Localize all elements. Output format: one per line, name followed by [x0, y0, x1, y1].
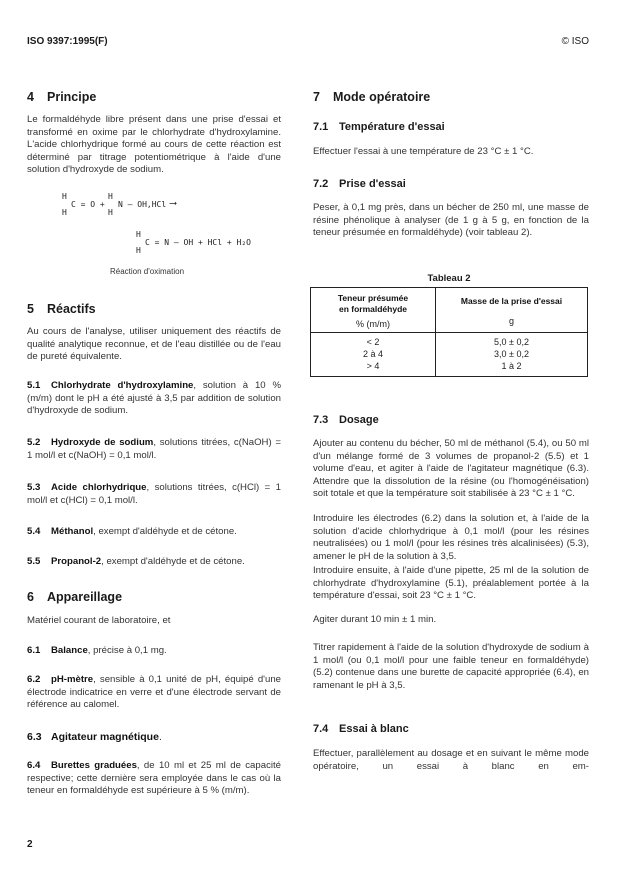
- section-7-3-para-5: Titrer rapidement à l'aide de la solution d'hydroxyde de sodium à 1 mol/l (ou 0,1 mol/l pour une faible teneur en formaldéhyde) (5.2) contenue dans une burette de capacité appropriée (6.4), en ramenant le pH à 3,5.: [313, 642, 589, 691]
- section-7-3-para-1: Ajouter au contenu du bécher, 50 ml de méthanol (5.4), ou 50 ml d'un mélange formé de 3 volumes de propanol-2 (5.5) et 1 volume d'eau, et agiter à l'aide de l'agitateur magnétique (6.3). Attendre que la dissolution de la résine (ou l'homogénéisation) soit totale et que la température soit stabilisée à 23 °C ± 1 °C.: [313, 438, 589, 500]
- section-4-text: Le formaldéhyde libre présent dans une prise d'essai et transformé en oxime par le chlorhydrate d'hydroxylamine. L'acide chlorhydrique formé au cours de cette réaction est déterminé par titrage potentiométrique à l'aide d'une solution d'hydroxyde de sodium.: [27, 114, 281, 176]
- section-7-1-heading: 7.1 Température d'essai: [313, 121, 445, 133]
- section-5-heading: 5 Réactifs: [27, 302, 96, 316]
- section-7-4-text: Effectuer, parallèlement au dosage et en suivant le même mode opératoire, un essai à blanc en em-: [313, 748, 589, 772]
- section-7-heading: 7 Mode opératoire: [313, 90, 431, 104]
- section-7-3-heading: 7.3 Dosage: [313, 414, 379, 426]
- section-6-heading: 6 Appareillage: [27, 590, 123, 604]
- item-5-3: 5.3 Acide chlorhydrique, solutions titrées, c(HCl) = 1 mol/l et c(HCl) = 0,1 mol/l.: [27, 482, 281, 506]
- section-7-3-para-2: Introduire les électrodes (6.2) dans la solution et, à l'aide de la solution d'acide chlorhydrique à 0,1 mol/l (pour les résines neutralisées) ou 1 mol/l (pour les résines très alcalinisées) (5.3), amener le pH de la solution à 3,5.: [313, 513, 589, 562]
- section-7-1-text: Effectuer l'essai à une température de 23 °C ± 1 °C.: [313, 146, 534, 157]
- table-row: 2 à 4 3,0 ± 0,2: [311, 347, 588, 359]
- table-header-col1: Teneur présumée en formaldéhyde % (m/m): [311, 288, 436, 333]
- formula-caption: Réaction d'oximation: [110, 267, 185, 276]
- oximation-formula: H H C = O + H H N — OH,HCl ⟶ H H C = N — OH + HCl + H₂O: [62, 192, 251, 255]
- item-6-1: 6.1 Balance, précise à 0,1 mg.: [27, 645, 167, 656]
- copyright: © ISO: [561, 36, 589, 47]
- table-caption: Tableau 2: [427, 273, 471, 284]
- section-7-4-heading: 7.4 Essai à blanc: [313, 723, 409, 735]
- table-row: < 2 5,0 ± 0,2: [311, 333, 588, 348]
- section-7-2-text: Peser, à 0,1 mg près, dans un bécher de 250 ml, une masse de résine phénolique à analyser (de 1 g à 5 g, en fonction de la teneur présumée en formaldéhyde) (voir tableau 2).: [313, 202, 589, 239]
- item-5-2: 5.2 Hydroxyde de sodium, solutions titrées, c(NaOH) = 1 mol/l et c(NaOH) = 0,1 mol/l.: [27, 437, 281, 461]
- item-6-4: 6.4 Burettes graduées, de 10 ml et 25 ml de capacité respective; cette dernière sera employée dans le cas où la teneur en formaldéhyde est supérieure à 5 % (m/m).: [27, 760, 281, 797]
- table-2: [310, 287, 588, 377]
- section-7-2-heading: 7.2 Prise d'essai: [313, 178, 406, 190]
- item-6-2: 6.2 pH-mètre, sensible à 0,1 unité de pH, équipé d'une électrode indicatrice en verre et d'une électrode servant de référence au calomel.: [27, 674, 281, 711]
- item-6-3: 6.3 Agitateur magnétique.: [27, 731, 162, 743]
- section-5-text: Au cours de l'analyse, utiliser uniquement des réactifs de qualité analytique reconnue, et de l'eau distillée ou de l'eau de pureté équivalente.: [27, 326, 281, 363]
- table-header-col2: Masse de la prise d'essai g: [460, 296, 563, 326]
- item-5-1: 5.1 Chlorhydrate d'hydroxylamine, solution à 10 % (m/m) dont le pH a été ajusté à 3,5 par addition de solution d'hydroxyde de sodium.: [27, 380, 281, 417]
- item-5-5: 5.5 Propanol-2, exempt d'aldéhyde et de cétone.: [27, 556, 245, 567]
- section-6-text: Matériel courant de laboratoire, et: [27, 615, 171, 626]
- table-row: > 4 1 à 2: [311, 359, 588, 377]
- standard-id: ISO 9397:1995(F): [27, 36, 108, 47]
- section-7-3-para-3: Introduire ensuite, à l'aide d'une pipette, 25 ml de la solution de chlorhydrate d'hydroxylamine (5.1), préalablement portée à la température d'essai, soit 23 °C ± 1 °C.: [313, 565, 589, 602]
- item-5-4: 5.4 Méthanol, exempt d'aldéhyde et de cétone.: [27, 526, 237, 537]
- section-7-3-para-4: Agiter durant 10 min ± 1 min.: [313, 614, 437, 625]
- section-4-heading: 4 Principe: [27, 90, 97, 104]
- page-number: 2: [27, 839, 33, 850]
